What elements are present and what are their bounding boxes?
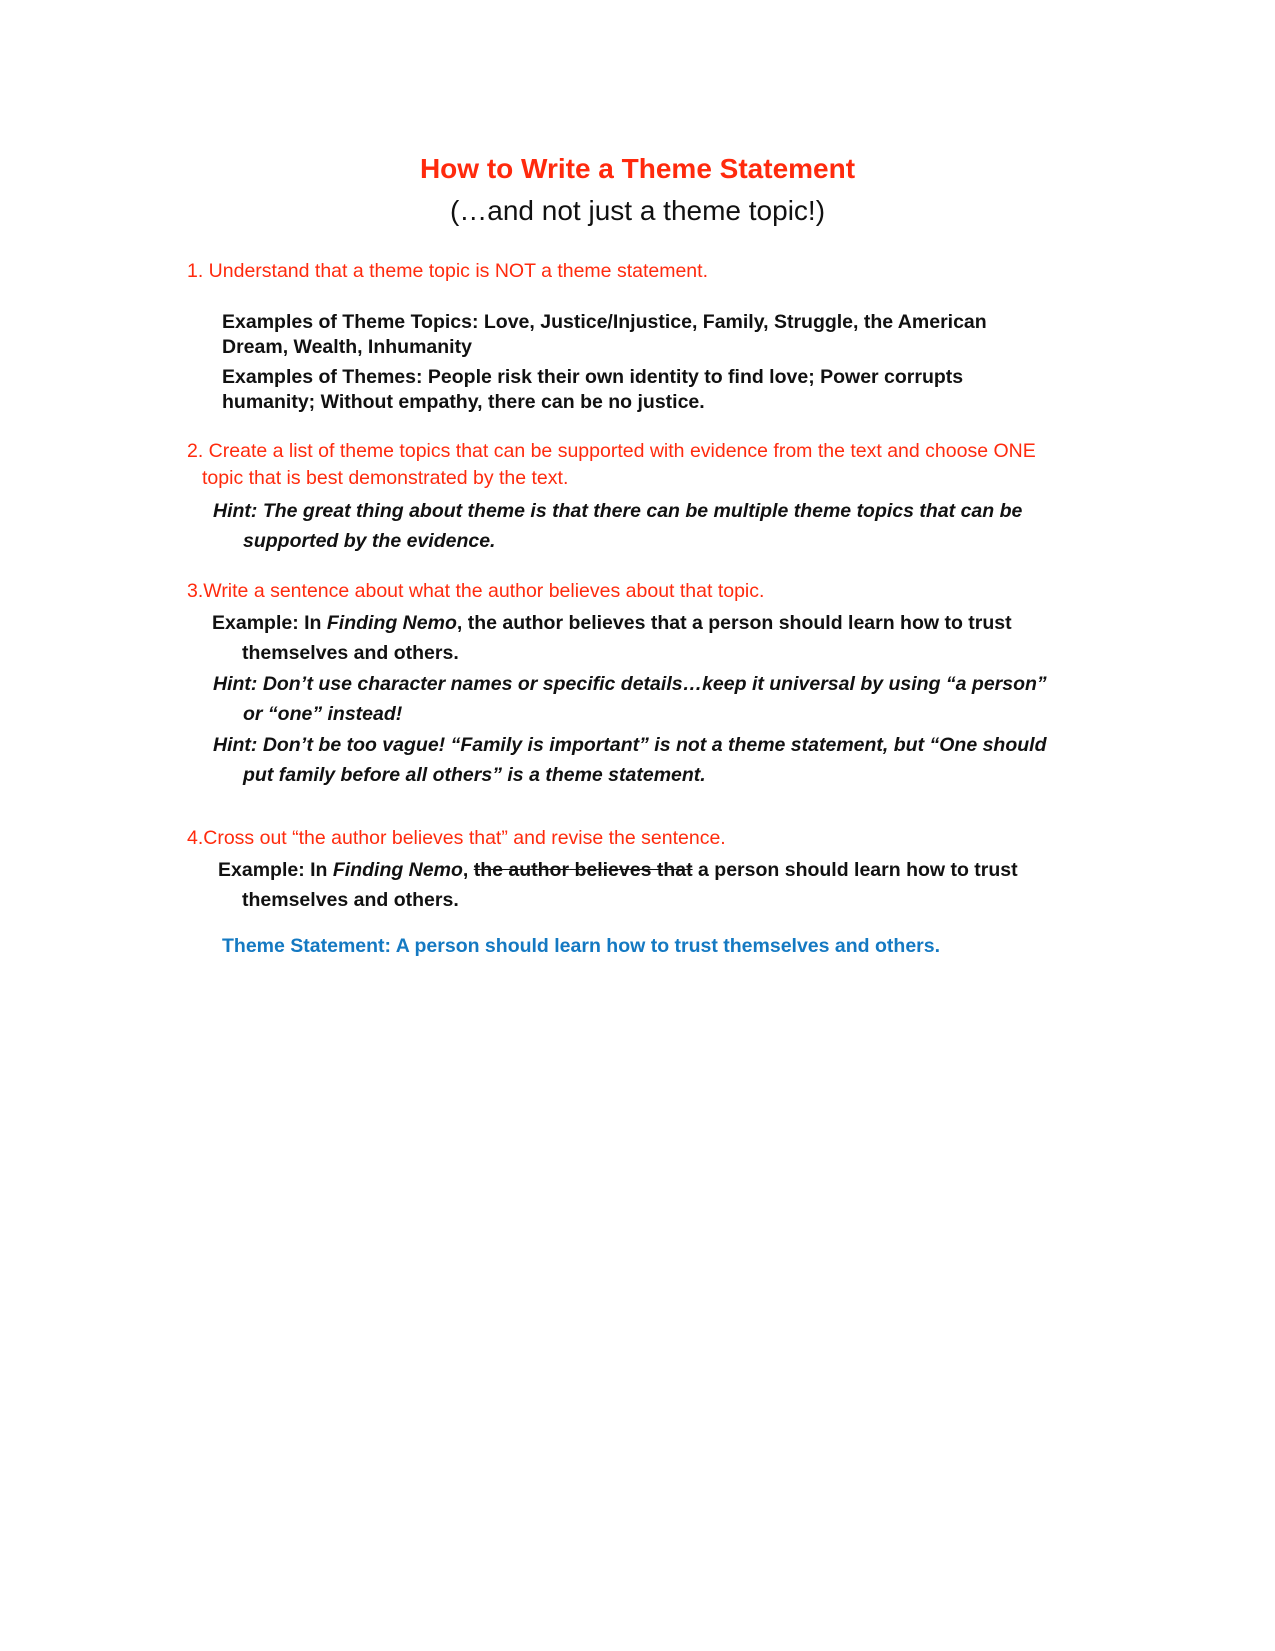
- step-2-hint: [213, 496, 1022, 556]
- step-2-line-1: 2. Create a list of theme topics that can be supported with evidence from the text and choose ONE: [187, 440, 1036, 462]
- page-subtitle: (…and not just a theme topic!): [449, 195, 826, 226]
- struck-phrase: the author believes that: [473, 859, 693, 881]
- step-3-hint-2-line-1: Hint: Don’t be too vague! “Family is important” is not a theme statement, but “One should: [213, 734, 1047, 756]
- theme-topics-line-1: Examples of Theme Topics: Love, Justice/Injustice, Family, Struggle, the American: [222, 311, 987, 333]
- step-2-hint-line-2: supported by the evidence.: [243, 530, 496, 552]
- theme-examples-line-1: Examples of Themes: People risk their own identity to find love; Power corrupts: [222, 366, 964, 388]
- step-3-hint-1: [213, 669, 1047, 729]
- step-3-heading: 3.Write a sentence about what the author believes about that topic.: [187, 580, 765, 602]
- step-4-example-line-1: [218, 859, 1018, 881]
- step-3-hint-2-line-2: put family before all others” is a theme statement.: [243, 764, 706, 786]
- example-prefix: Example: In: [212, 612, 327, 634]
- step-3-example: [212, 608, 1012, 668]
- example-prefix: Example: In: [218, 859, 333, 881]
- step-1-heading: 1. Understand that a theme topic is NOT a theme statement.: [187, 260, 708, 282]
- theme-topics-examples: [222, 310, 987, 360]
- step-2-heading: [187, 438, 1036, 492]
- step-4-example: [218, 855, 1118, 915]
- example-rest: a person should learn how to trust: [692, 859, 1018, 881]
- page-title: How to Write a Theme Statement: [419, 153, 856, 184]
- step-3-hint-1-line-2: or “one” instead!: [243, 703, 403, 725]
- theme-examples-line-2: humanity; Without empathy, there can be no justice.: [222, 391, 705, 413]
- theme-statement: Theme Statement: A person should learn how to trust themselves and others.: [222, 935, 941, 957]
- example-comma: ,: [462, 859, 474, 881]
- step-3-example-line-2: themselves and others.: [242, 642, 459, 664]
- example-book-title: Finding Nemo: [326, 612, 457, 634]
- step-3-hint-1-line-1: Hint: Don’t use character names or specific details…keep it universal by using “a person”: [213, 673, 1047, 695]
- step-3-hint-2: [213, 730, 1047, 790]
- theme-examples: [222, 365, 963, 415]
- theme-topics-line-2: Dream, Wealth, Inhumanity: [222, 336, 472, 358]
- example-rest: , the author believes that a person should learn how to trust: [456, 612, 1012, 634]
- example-book-title: Finding Nemo: [332, 859, 463, 881]
- step-4-heading: 4.Cross out “the author believes that” and revise the sentence.: [187, 827, 726, 849]
- step-2-line-2: topic that is best demonstrated by the text.: [202, 467, 569, 489]
- step-3-example-line-1: [212, 612, 1012, 634]
- step-2-hint-line-1: Hint: The great thing about theme is that there can be multiple theme topics that can be: [213, 500, 1023, 522]
- step-4-example-line-2: themselves and others.: [242, 889, 459, 911]
